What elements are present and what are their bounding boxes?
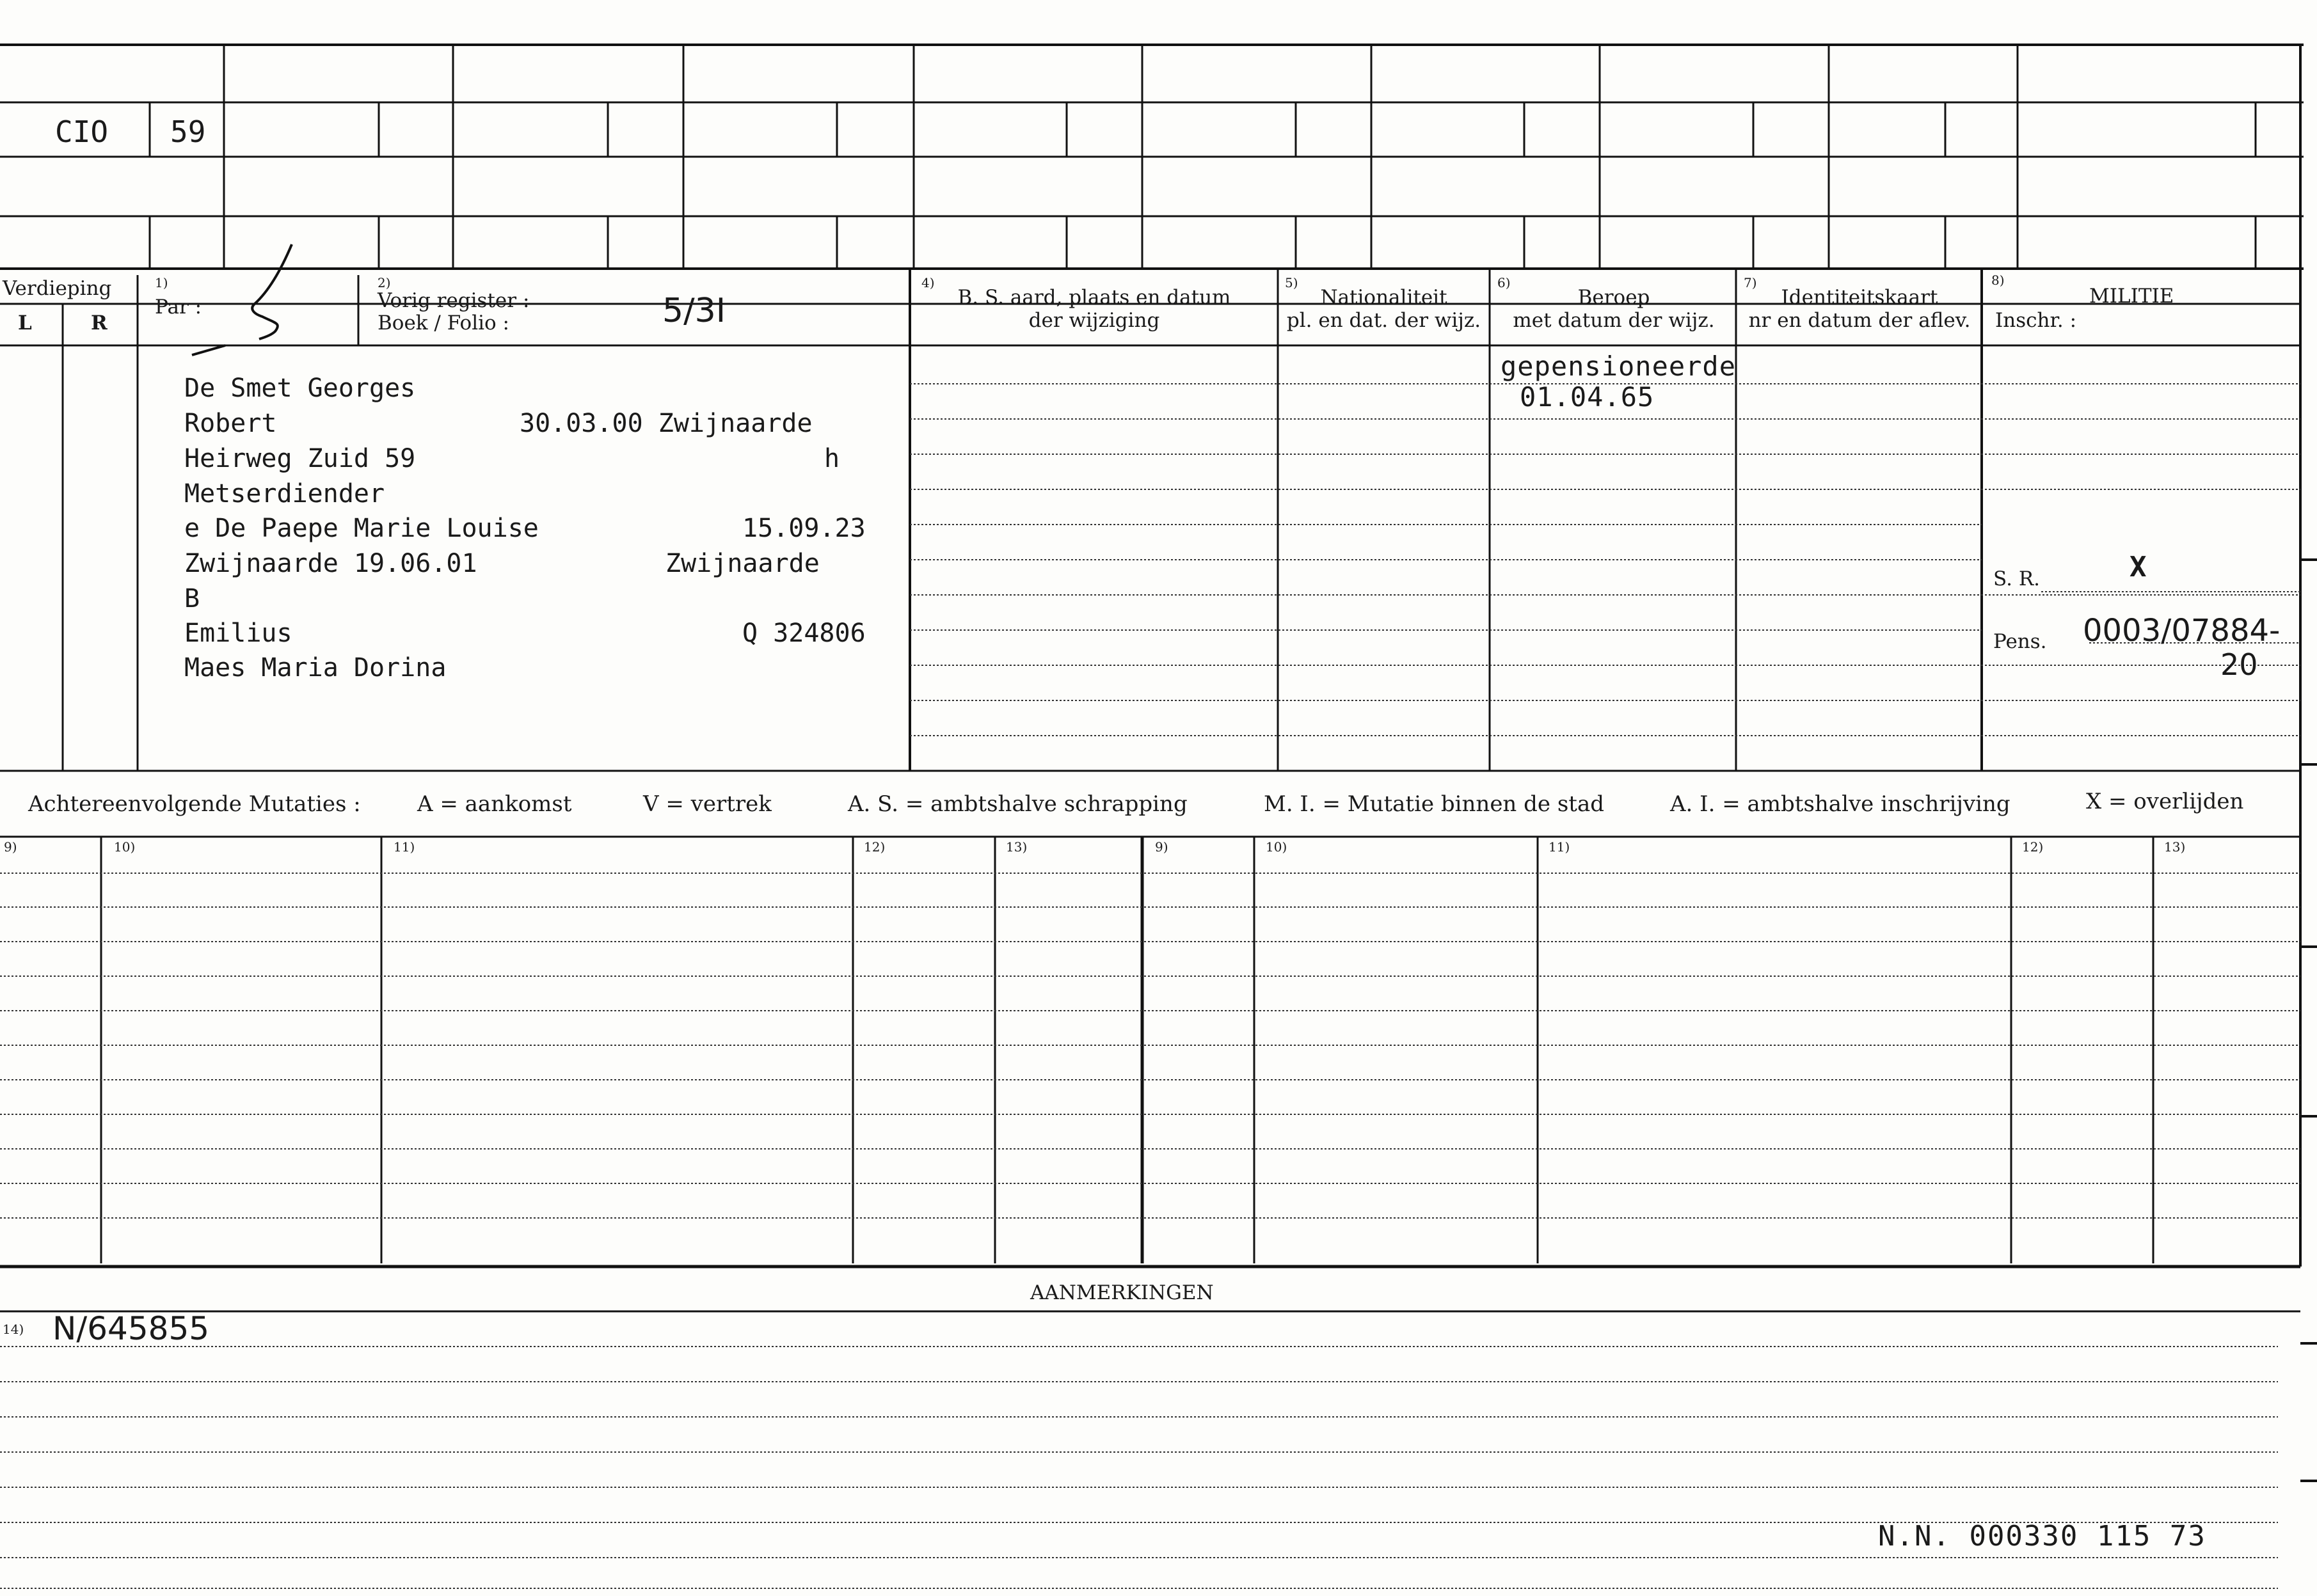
par-signature-mark bbox=[252, 244, 292, 339]
beroep-date: 01.04.65 bbox=[1520, 381, 1655, 413]
col-12-right: 12) bbox=[2022, 839, 2044, 855]
person-marriage-date: 15.09.23 bbox=[742, 514, 866, 543]
legend-mutatie-binnen-stad: M. I. = Mutatie binnen de stad bbox=[1264, 791, 1604, 817]
boek-folio-label: Boek / Folio : bbox=[378, 312, 509, 335]
col-13-right: 13) bbox=[2164, 839, 2186, 855]
inschr-label: Inschr. : bbox=[1995, 309, 2077, 332]
field-number-14: 14) bbox=[3, 1322, 24, 1337]
person-birth-date-place: 30.03.00 Zwijnaarde bbox=[520, 409, 813, 438]
identiteitskaart-header-line1: Identiteitskaart bbox=[1781, 286, 1938, 309]
top-grid-code: CIO bbox=[55, 115, 109, 149]
pens-value-suffix: 20 bbox=[2220, 647, 2258, 682]
person-marriage-place: Zwijnaarde bbox=[665, 549, 820, 578]
nationaliteit-header-line1: Nationaliteit bbox=[1320, 286, 1447, 309]
col-10-right: 10) bbox=[1266, 839, 1287, 855]
legend-ambtshalve-inschrijving: A. I. = ambtshalve inschrijving bbox=[1670, 791, 2010, 817]
person-father: Emilius bbox=[184, 619, 292, 648]
bs-header-line1: B. S. aard, plaats en datum bbox=[957, 286, 1231, 309]
field-number-7: 7) bbox=[1744, 275, 1757, 290]
field-number-6: 6) bbox=[1497, 275, 1511, 290]
field-number-4: 4) bbox=[921, 275, 935, 290]
col-11-left: 11) bbox=[394, 839, 415, 855]
pens-label: Pens. bbox=[1993, 630, 2047, 653]
person-address-mark: h bbox=[824, 444, 840, 473]
bs-header-line2: der wijziging bbox=[1028, 309, 1160, 332]
field-number-5: 5) bbox=[1285, 275, 1298, 290]
col-11-right: 11) bbox=[1549, 839, 1570, 855]
field-number-8: 8) bbox=[1991, 273, 2005, 288]
aanmerkingen-title: AANMERKINGEN bbox=[1030, 1281, 1214, 1304]
person-nationality-mark: B bbox=[184, 584, 200, 613]
person-occupation: Metserdiender bbox=[184, 479, 385, 509]
beroep-value: gepensioneerde bbox=[1501, 351, 1737, 382]
militie-header: MILITIE bbox=[2089, 285, 2174, 308]
verdieping-l: L bbox=[18, 312, 32, 335]
par-label: Par : bbox=[155, 296, 202, 319]
nationaliteit-header-line2: pl. en dat. der wijz. bbox=[1286, 309, 1481, 332]
col-9-right: 9) bbox=[1155, 839, 1168, 855]
sr-label: S. R. bbox=[1993, 567, 2041, 590]
vorig-register-label: Vorig register : bbox=[378, 289, 530, 312]
person-surname-first-name: De Smet Georges bbox=[184, 374, 416, 403]
col-13-left: 13) bbox=[1006, 839, 1028, 855]
person-mother: Maes Maria Dorina bbox=[184, 653, 447, 683]
col-12-left: 12) bbox=[864, 839, 886, 855]
person-second-name: Robert bbox=[184, 409, 277, 438]
col-9-left: 9) bbox=[4, 839, 17, 855]
person-spouse: e De Paepe Marie Louise bbox=[184, 514, 539, 543]
legend-overlijden: X = overlijden bbox=[2086, 789, 2244, 814]
aanmerkingen-value: N/645855 bbox=[52, 1310, 210, 1347]
legend-vertrek: V = vertrek bbox=[643, 791, 772, 817]
verdieping-label: Verdieping bbox=[3, 277, 112, 300]
col-10-left: 10) bbox=[114, 839, 136, 855]
field-number-1: 1) bbox=[155, 275, 168, 290]
person-spouse-birth: Zwijnaarde 19.06.01 bbox=[184, 549, 477, 578]
verdieping-r: R bbox=[91, 312, 107, 335]
field-number-2: 2) bbox=[378, 275, 391, 290]
pens-value: 0003/07884- bbox=[2083, 613, 2281, 649]
boek-folio-value: 5/3I bbox=[662, 292, 726, 330]
beroep-header-line1: Beroep bbox=[1577, 286, 1650, 309]
legend-aankomst: A = aankomst bbox=[417, 791, 572, 817]
identiteitskaart-header-line2: nr en datum der aflev. bbox=[1748, 309, 1971, 332]
mutaties-title: Achtereenvolgende Mutaties : bbox=[28, 791, 361, 817]
sr-value: X bbox=[2130, 551, 2147, 583]
beroep-header-line2: met datum der wijz. bbox=[1513, 309, 1715, 332]
person-code: Q 324806 bbox=[742, 619, 866, 648]
legend-ambtshalve-schrapping: A. S. = ambtshalve schrapping bbox=[848, 791, 1188, 817]
top-grid-number: 59 bbox=[170, 115, 206, 149]
national-number: N.N. 000330 115 73 bbox=[1878, 1520, 2206, 1553]
person-address: Heirweg Zuid 59 bbox=[184, 444, 416, 473]
